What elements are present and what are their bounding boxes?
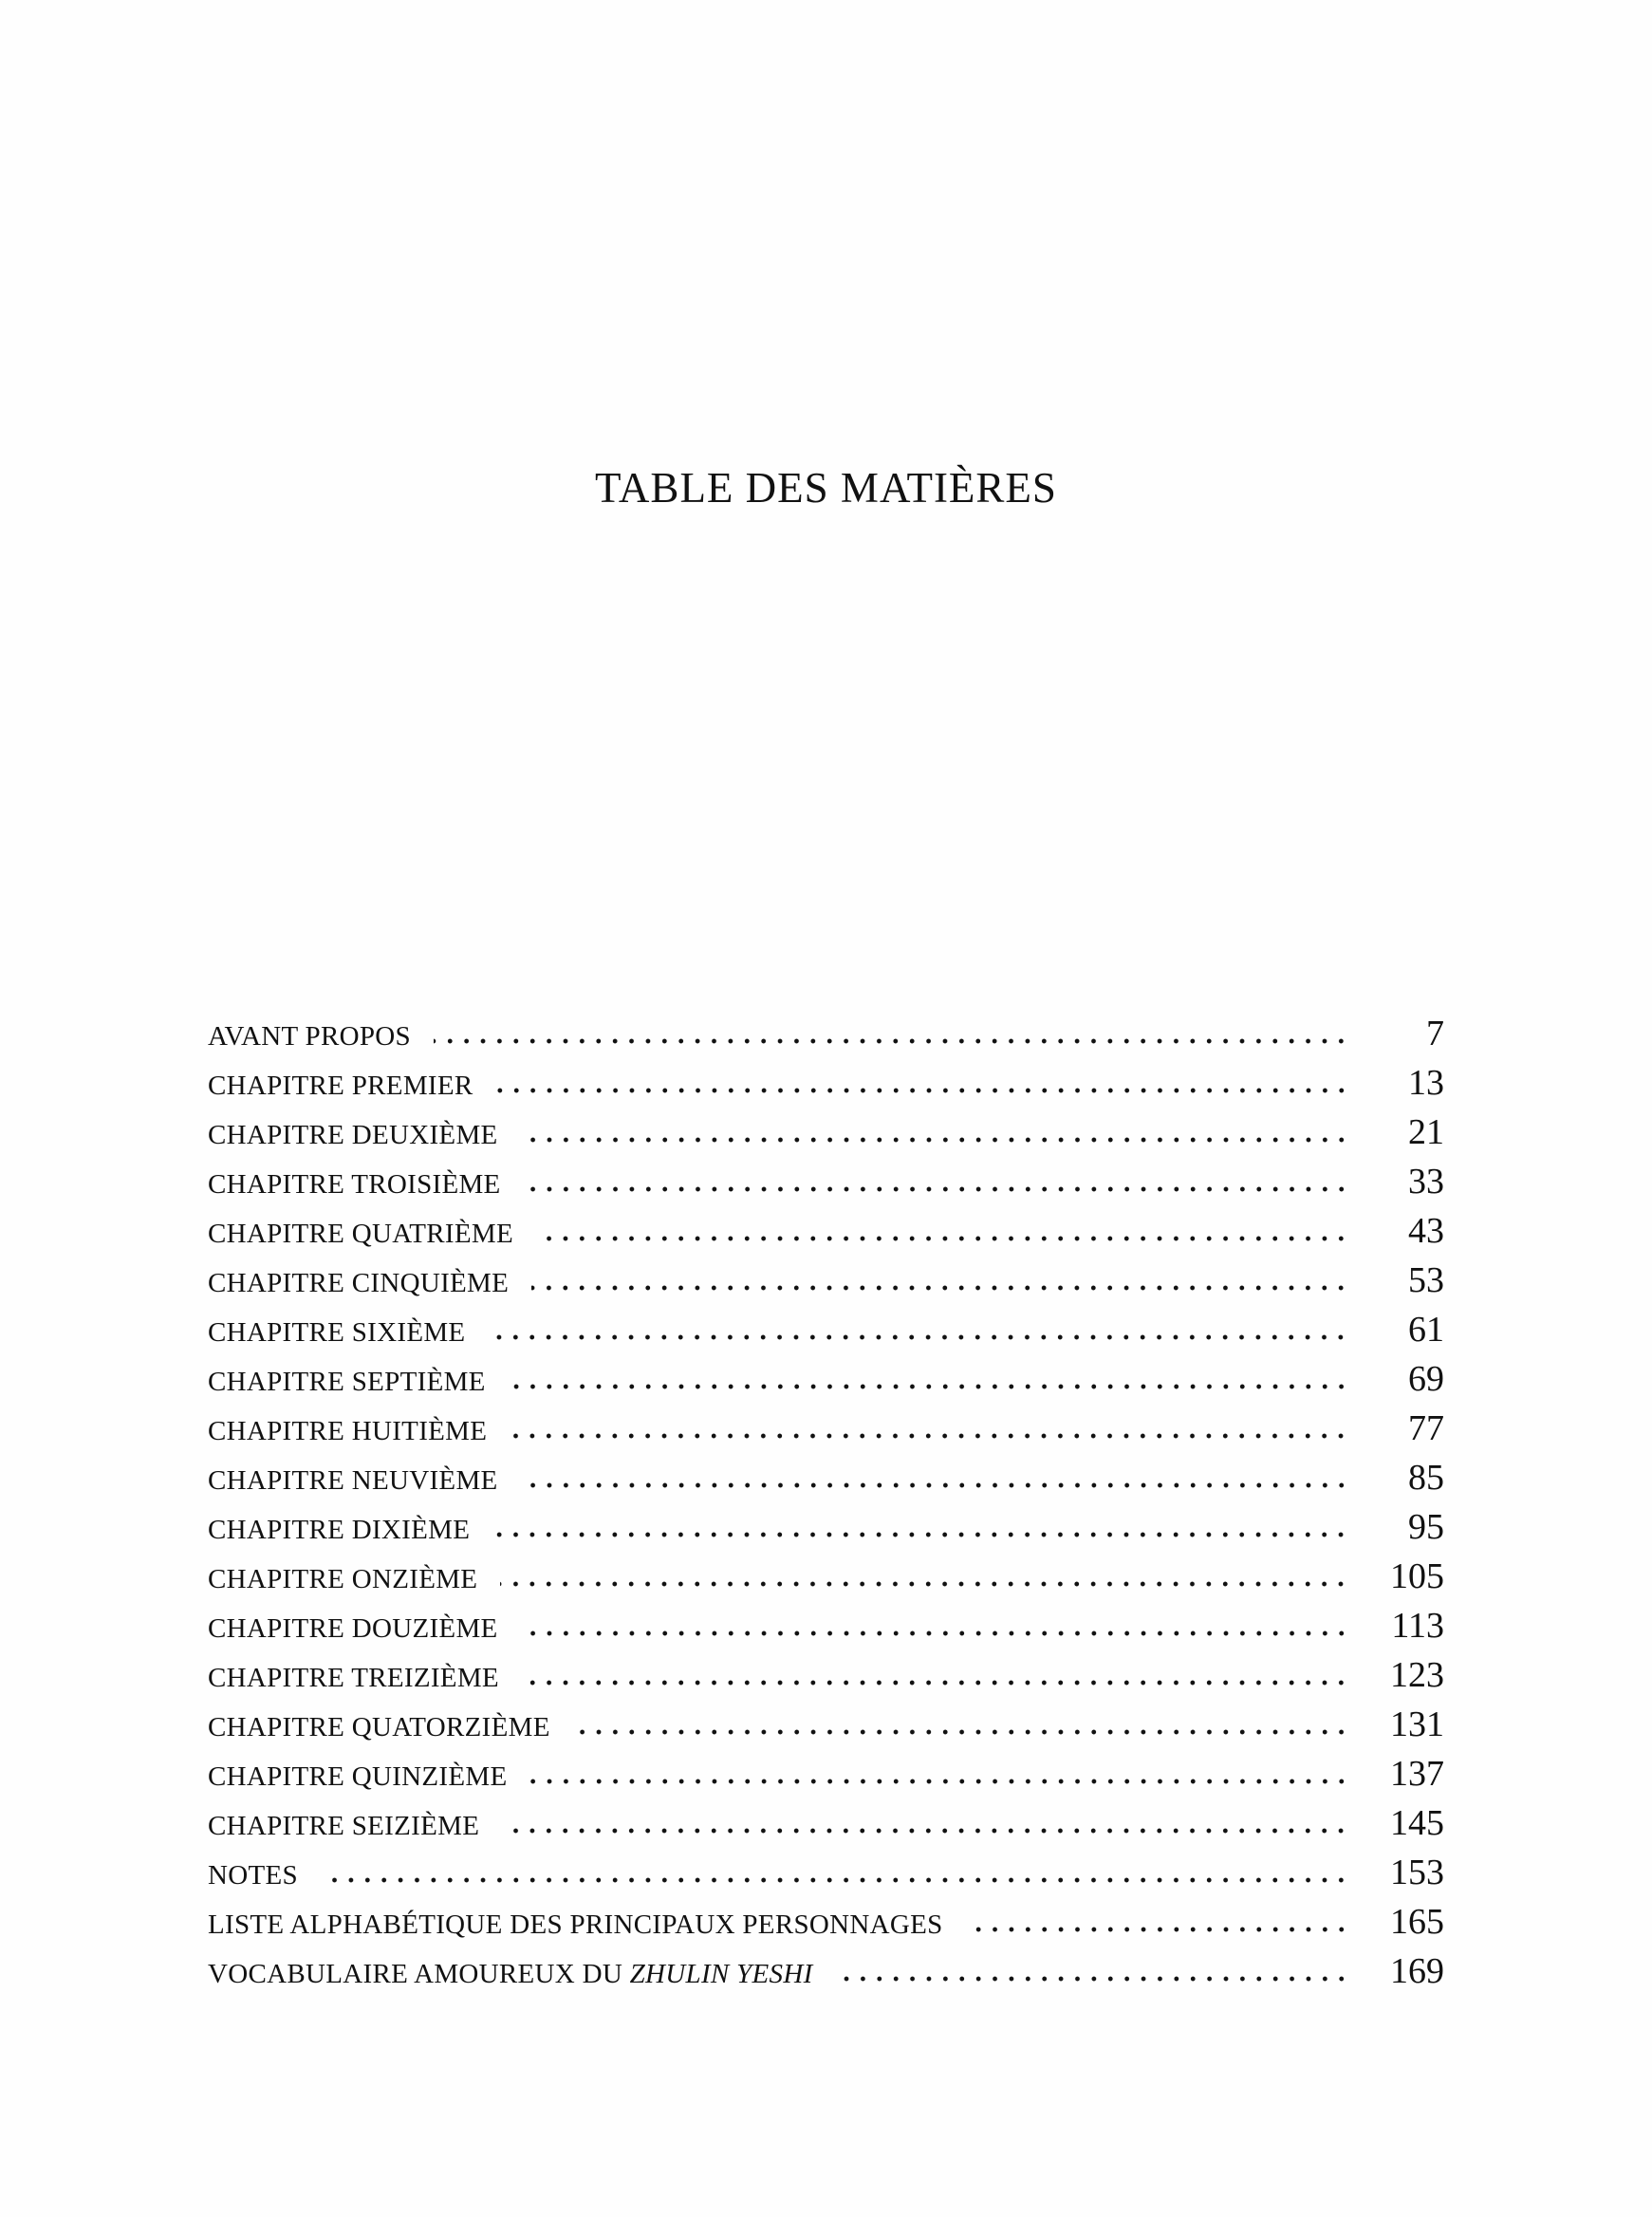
dot-leader [434, 1035, 1349, 1047]
toc-entry-page-number: 13 [1408, 1063, 1444, 1103]
toc-entry-label [208, 1709, 550, 1745]
toc-entry [208, 1597, 1444, 1647]
toc-entry-page-number: 123 [1390, 1655, 1444, 1695]
dot-leader [530, 1776, 1349, 1787]
toc-entry [208, 1499, 1444, 1548]
toc-entry-label [208, 1857, 298, 1893]
dot-leader [521, 1480, 1349, 1491]
toc-entry-label-text: CHAPITRE HUITIÈME [208, 1416, 488, 1446]
toc-entry-label [208, 1660, 499, 1696]
toc-entry-page-number: 145 [1390, 1803, 1444, 1843]
toc-entry-page-number: 85 [1408, 1458, 1444, 1498]
toc-entry-label [208, 1413, 487, 1449]
toc-entry-label [208, 1512, 470, 1548]
dot-leader [492, 1529, 1349, 1540]
toc-entry [208, 1795, 1444, 1844]
toc-entry [208, 1548, 1444, 1597]
toc-entry-label-text: CHAPITRE NEUVIÈME [208, 1465, 498, 1496]
toc-entry-page-number: 131 [1390, 1705, 1444, 1744]
toc-entry [208, 1351, 1444, 1400]
toc-entry-label [208, 1117, 498, 1153]
toc-entry-page-number: 61 [1408, 1310, 1444, 1350]
toc-entry-label [208, 1364, 486, 1400]
toc-entry-label-text: CHAPITRE CINQUIÈME [208, 1268, 510, 1298]
toc-entry [208, 1696, 1444, 1745]
toc-entry [208, 1153, 1444, 1202]
toc-entry [208, 1104, 1444, 1153]
dot-leader [496, 1085, 1349, 1096]
toc-entry-label-text: CHAPITRE SEPTIÈME [208, 1367, 486, 1397]
toc-entry-label [208, 1068, 473, 1104]
toc-entry-page-number: 53 [1408, 1260, 1444, 1300]
toc-entry-label-text: CHAPITRE DIXIÈME [208, 1515, 471, 1545]
dot-leader [488, 1332, 1349, 1343]
dot-leader [573, 1726, 1349, 1738]
toc-entry-label-text: CHAPITRE QUINZIÈME [208, 1761, 508, 1792]
toc-entry-label-text: AVANT PROPOS [208, 1021, 411, 1052]
toc-entry-label-text: VOCABULAIRE AMOUREUX DU [208, 1959, 630, 1989]
toc-entry-label [208, 1611, 498, 1647]
toc-entry-page-number: 137 [1390, 1754, 1444, 1794]
toc-entry [208, 1893, 1444, 1943]
toc-entry-label-text: CHAPITRE ONZIÈME [208, 1564, 478, 1594]
toc-entry-page-number: 33 [1408, 1162, 1444, 1202]
dot-leader [522, 1677, 1349, 1688]
toc-entry-label [208, 1907, 943, 1943]
toc-entry [208, 1943, 1444, 1992]
toc-entry-page-number: 21 [1408, 1112, 1444, 1152]
toc-entry-label-text: LISTE ALPHABÉTIQUE DES PRINCIPAUX PERSONNAGES [208, 1910, 943, 1940]
dot-leader [531, 1282, 1349, 1294]
toc-entry [208, 1054, 1444, 1104]
toc-entry-label [208, 1265, 509, 1301]
dot-leader [966, 1924, 1349, 1935]
toc-entry-page-number: 113 [1391, 1606, 1444, 1646]
dot-leader [510, 1430, 1349, 1442]
toc-entry [208, 1745, 1444, 1795]
toc-entry-page-number: 105 [1390, 1556, 1444, 1596]
toc-entry [208, 1202, 1444, 1252]
toc-entry-label [208, 1462, 498, 1499]
toc-entry-label-text: CHAPITRE TROISIÈME [208, 1169, 501, 1200]
toc-entry-label-text: CHAPITRE PREMIER [208, 1071, 473, 1101]
dot-leader [524, 1183, 1349, 1195]
dot-leader [502, 1825, 1349, 1836]
toc-entry-page-number: 169 [1390, 1951, 1444, 1991]
toc-entry [208, 1301, 1444, 1351]
toc-entry-page-number: 69 [1408, 1359, 1444, 1399]
toc-entry-label-text: CHAPITRE DEUXIÈME [208, 1120, 498, 1150]
toc-entry-label-text: CHAPITRE DOUZIÈME [208, 1613, 498, 1644]
toc-entry-page-number: 77 [1408, 1408, 1444, 1448]
toc-entry-label-text: NOTES [208, 1860, 298, 1891]
toc-entry-label [208, 1956, 813, 1992]
dot-leader [500, 1578, 1349, 1590]
toc-entry-label-text: CHAPITRE TREIZIÈME [208, 1663, 499, 1693]
dot-leader [321, 1874, 1349, 1886]
toc-entry-page-number: 165 [1390, 1902, 1444, 1942]
toc-entry-label-text: CHAPITRE QUATORZIÈME [208, 1712, 550, 1742]
toc-entry-page-number: 43 [1408, 1211, 1444, 1251]
toc-entry [208, 1449, 1444, 1499]
dot-leader [521, 1134, 1349, 1146]
toc-entry-label [208, 1561, 477, 1597]
dot-leader [521, 1628, 1349, 1639]
toc-entry [208, 1647, 1444, 1696]
toc-entry-label [208, 1759, 508, 1795]
toc-entry [208, 1252, 1444, 1301]
toc-entry-label-text: CHAPITRE QUATRIÈME [208, 1219, 513, 1249]
dot-leader [836, 1973, 1349, 1984]
toc-entry-label [208, 1216, 513, 1252]
toc-entry-label [208, 1166, 501, 1202]
toc-entry [208, 1005, 1444, 1054]
toc-entry-label-text: CHAPITRE SIXIÈME [208, 1317, 466, 1348]
toc-entry-label [208, 1018, 411, 1054]
toc-entry-page-number: 153 [1390, 1853, 1444, 1892]
toc-entry-label-text: CHAPITRE SEIZIÈME [208, 1811, 480, 1841]
page-title: TABLE DES MATIÈRES [595, 464, 1057, 512]
dot-leader [536, 1233, 1349, 1244]
toc-entry-label [208, 1808, 479, 1844]
toc-entry-page-number: 7 [1426, 1014, 1444, 1053]
dot-leader [509, 1381, 1349, 1392]
toc-entry [208, 1400, 1444, 1449]
toc-entry-page-number: 95 [1408, 1507, 1444, 1547]
toc-entry-label [208, 1314, 465, 1351]
toc-entry [208, 1844, 1444, 1893]
toc-entry-label-italic: ZHULIN YESHI [629, 1959, 813, 1989]
table-of-contents [208, 1005, 1444, 1992]
